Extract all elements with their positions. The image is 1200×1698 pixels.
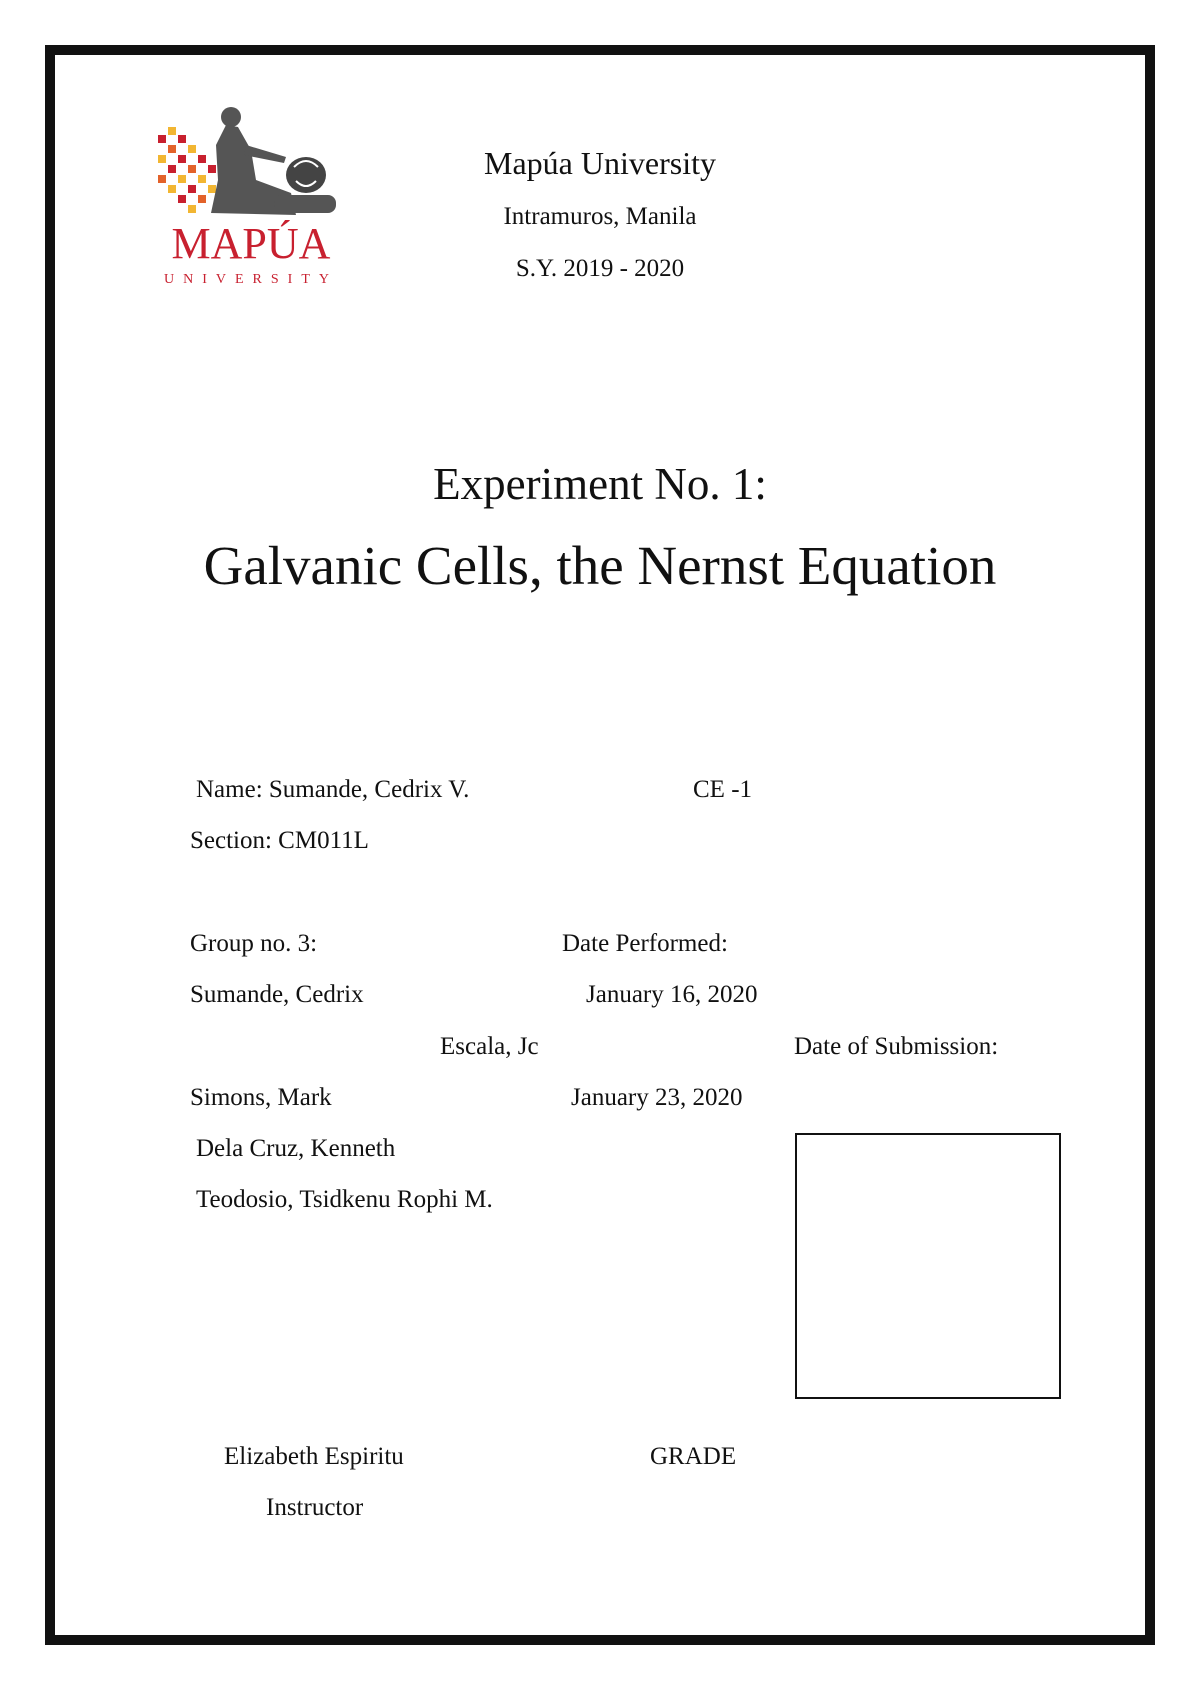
date-submission-value: January 23, 2020: [571, 1084, 743, 1111]
date-performed-value: January 16, 2020: [586, 981, 758, 1008]
student-section: Section: CM011L: [190, 827, 369, 854]
instructor-name: Elizabeth Espiritu: [224, 1443, 404, 1470]
group-member: Simons, Mark: [190, 1084, 332, 1111]
mapua-university-logo: [156, 105, 346, 287]
student-name: Name: Sumande, Cedrix V.: [196, 776, 470, 803]
student-course: CE -1: [693, 776, 753, 803]
group-member: Sumande, Cedrix: [190, 981, 364, 1008]
university-location: Intramuros, Manila: [503, 203, 697, 230]
experiment-title: Galvanic Cells, the Nernst Equation: [203, 535, 997, 596]
date-performed-label: Date Performed:: [562, 930, 728, 957]
group-member: Dela Cruz, Kenneth: [196, 1135, 396, 1162]
grade-label: GRADE: [650, 1443, 737, 1470]
instructor-role: Instructor: [266, 1494, 364, 1521]
logo-pixel-mosaic: [158, 127, 216, 213]
grade-box: [795, 1133, 1061, 1399]
university-name: Mapúa University: [484, 145, 716, 181]
school-year: S.Y. 2019 - 2020: [515, 255, 685, 282]
group-member: Teodosio, Tsidkenu Rophi M.: [196, 1186, 493, 1213]
logo-figure-icon: [211, 107, 336, 215]
group-member: Escala, Jc: [440, 1033, 539, 1060]
experiment-number: Experiment No. 1:: [433, 459, 767, 509]
group-heading: Group no. 3:: [190, 930, 318, 957]
logo-wordmark: MAPÚA: [171, 219, 331, 268]
logo-subtitle: UNIVERSITY: [164, 272, 338, 287]
date-submission-label: Date of Submission:: [794, 1033, 999, 1060]
